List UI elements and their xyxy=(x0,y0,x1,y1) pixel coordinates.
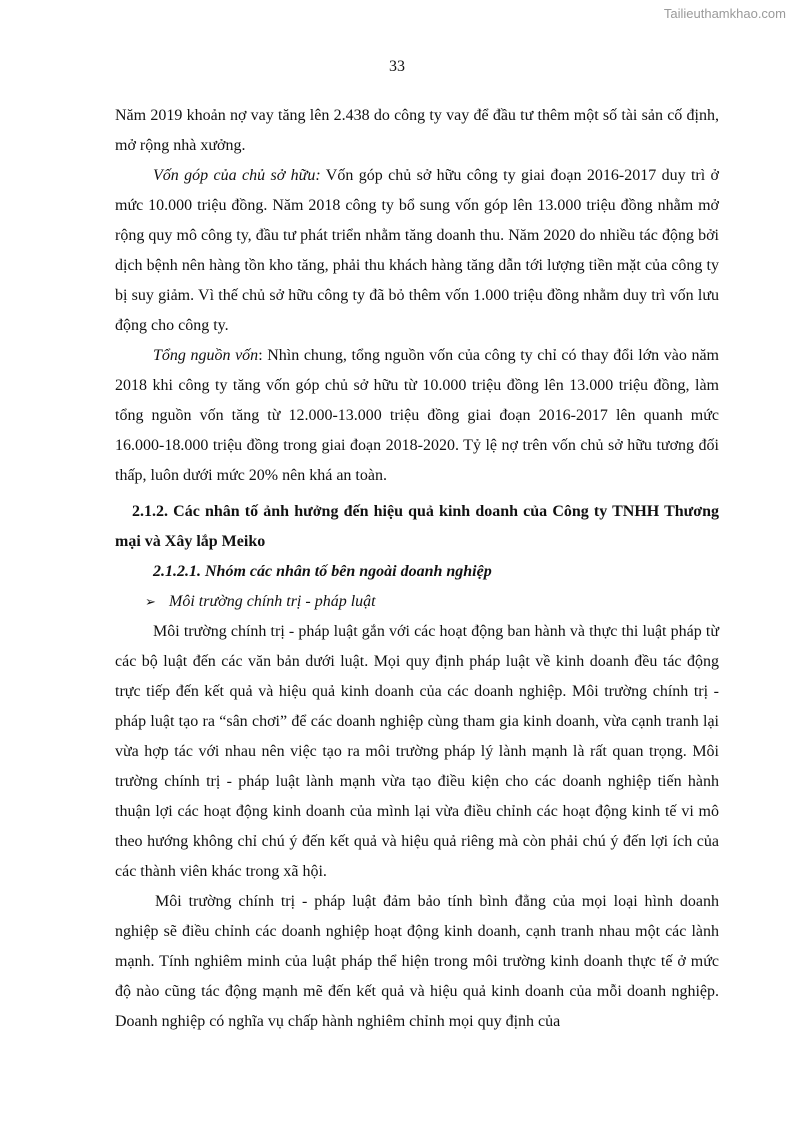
bullet-item xyxy=(115,587,719,617)
bullet-text: Môi trường chính trị - pháp luật xyxy=(169,593,376,610)
arrow-bullet-icon: ➢ xyxy=(145,594,156,609)
paragraph-total-capital xyxy=(115,341,719,491)
paragraph-political-legal-1: Môi trường chính trị - pháp luật gắn với các hoạt động ban hành và thực thi luật pháp từ các bộ luật đến các văn bản dưới luật. Mọi quy định pháp luật về kinh doanh đều tác động trực tiếp đến kết quả và hiệu quả kinh doanh của các doanh nghiệp. Môi trường chính trị - pháp luật tạo ra “sân chơi” để các doanh nghiệp cùng tham gia kinh doanh, vừa cạnh tranh lại vừa hợp tác với nhau nên việc tạo ra môi trường pháp lý lành mạnh là rất quan trọng. Môi trường chính trị - pháp luật lành mạnh vừa tạo điều kiện cho các doanh nghiệp tiến hành thuận lợi các hoạt động kinh doanh của mình lại vừa điều chỉnh các hoạt động kinh tế vi mô theo hướng không chỉ chú ý đến kết quả và hiệu quả riêng mà còn phải chú ý đến lợi ích của các thành viên khác trong xã hội. xyxy=(115,623,719,880)
owner-capital-text: Vốn góp chủ sở hữu công ty giai đoạn 2016-2017 duy trì ở mức 10.000 triệu đồng. Năm 2018 công ty bổ sung vốn góp lên 13.000 triệu đồng nhằm mở rộng quy mô công ty, đầu tư phát triển nhằm tăng doanh thu. Năm 2020 do nhiều tác động bởi dịch bệnh nên hàng tồn kho tăng, phải thu khách hàng tăng dẫn tới lượng tiền mặt của công ty bị suy giảm. Vì thế chủ sở hữu công ty đã bỏ thêm vốn 1.000 triệu đồng nhằm duy trì vốn lưu động cho công ty. xyxy=(115,167,720,334)
total-capital-text: : Nhìn chung, tổng nguồn vốn của công ty chỉ có thay đổi lớn vào năm 2018 khi công ty tăng vốn góp chủ sở hữu từ 10.000 triệu đồng lên 13.000 triệu đồng, làm tổng nguồn vốn tăng từ 12.000-13.000 triệu đồng giai đoạn 2016-2017 lên quanh mức 16.000-18.000 triệu đồng trong giai đoạn 2018-2020. Tỷ lệ nợ trên vốn chủ sở hữu tương đối thấp, luôn dưới mức 20% nên khá an toàn. xyxy=(115,347,720,484)
total-capital-label: Tổng nguồn vốn xyxy=(153,347,259,364)
owner-capital-label: Vốn góp của chủ sở hữu: xyxy=(153,167,321,184)
page-number: 33 xyxy=(389,58,405,75)
watermark: Tailieuthamkhao.com xyxy=(663,6,786,21)
paragraph-owner-capital xyxy=(115,161,719,341)
document-body xyxy=(115,101,719,1037)
subsection-heading: 2.1.2.1. Nhóm các nhân tố bên ngoài doanh nghiệp xyxy=(153,563,492,580)
paragraph-loan: Năm 2019 khoản nợ vay tăng lên 2.438 do công ty vay để đầu tư thêm một số tài sản cố định, mở rộng nhà xưởng. xyxy=(115,107,719,154)
section-heading: 2.1.2. Các nhân tố ảnh hưởng đến hiệu quả kinh doanh của Công ty TNHH Thương mại và Xây lắp Meiko xyxy=(115,503,719,550)
paragraph-political-legal-2: Môi trường chính trị - pháp luật đảm bảo tính bình đẳng của mọi loại hình doanh nghiệp sẽ điều chỉnh các doanh nghiệp hoạt động kinh doanh, cạnh tranh nhau một các lành mạnh. Tính nghiêm minh của luật pháp thể hiện trong môi trường kinh doanh thực tế ở mức độ nào cũng tác động mạnh mẽ đến kết quả và hiệu quả kinh doanh của mỗi doanh nghiệp. Doanh nghiệp có nghĩa vụ chấp hành nghiêm chỉnh mọi quy định của xyxy=(115,893,719,1030)
